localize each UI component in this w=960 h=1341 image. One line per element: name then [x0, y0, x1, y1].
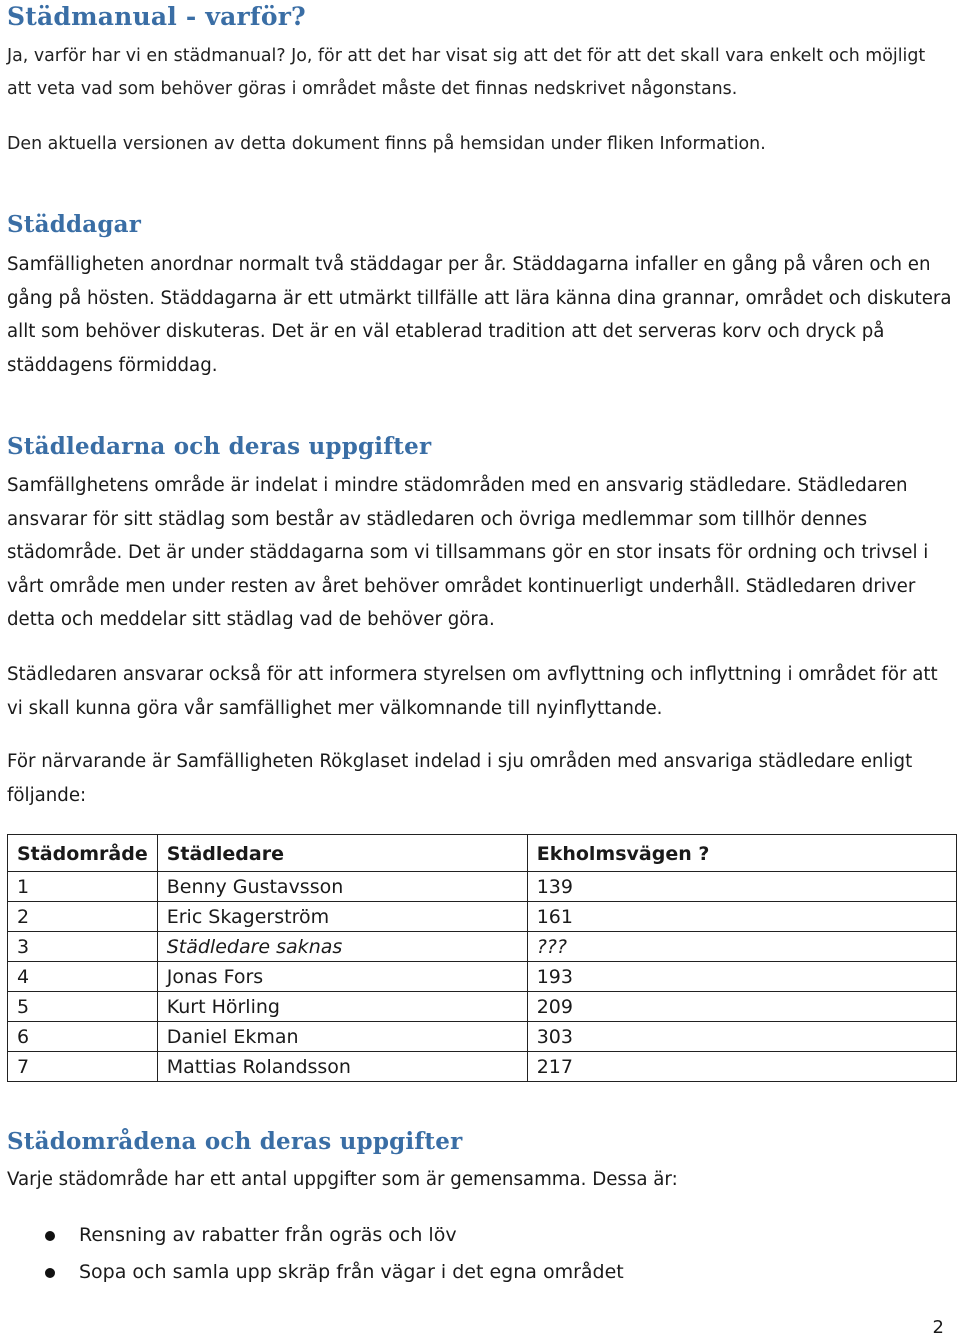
header-stadledare: Städledare — [157, 835, 527, 872]
area-address: ??? — [527, 932, 956, 962]
area-leader: Eric Skagerström — [157, 902, 527, 932]
list-item — [7, 1254, 624, 1291]
staddagar-paragraph: Samfälligheten anordnar normalt två städdagar per år. Städdagarna infaller en gång på våren och en gång på hösten. Städdagarna är ett utmärkt tillfälle att lära känna dina grannar, området och diskutera allt som behöver diskuteras. Det är en väl etablerad tradition att det serveras korv och dryck på städdagens förmiddag. — [7, 254, 952, 376]
area-address: 217 — [527, 1052, 956, 1082]
area-number: 1 — [8, 872, 158, 902]
area-leader: Städledare saknas — [157, 932, 527, 962]
area-address: 139 — [527, 872, 956, 902]
bullet-icon — [45, 1268, 55, 1278]
table-row — [8, 1052, 957, 1082]
heading-staddagar: Städdagar — [7, 211, 142, 238]
stadledarna-paragraph-1: Samfällghetens område är indelat i mindre städområden med en ansvarig städledare. Städledaren ansvarar för sitt städlag som består av städledaren och övriga medlemmar som tillhör dennes städområde. Det är under städdagarna som vi tillsammans gör en stor insats för ordning och trivsel i vårt område men under resten av året behöver området kontinuerligt underhåll. Städledaren driver detta och meddelar sitt städlag vad de behöver göra. — [7, 475, 929, 630]
list-item-text: Sopa och samla upp skräp från vägar i det egna området — [79, 1261, 624, 1283]
area-leader: Mattias Rolandsson — [157, 1052, 527, 1082]
task-list — [7, 1217, 624, 1291]
area-number: 5 — [8, 992, 158, 1022]
area-leader: Daniel Ekman — [157, 1022, 527, 1052]
header-stadomrade: Städområde — [8, 835, 158, 872]
area-number: 3 — [8, 932, 158, 962]
list-item — [7, 1217, 624, 1254]
page-title: Städmanual - varför? — [7, 2, 306, 31]
area-leader: Jonas Fors — [157, 962, 527, 992]
area-number: 6 — [8, 1022, 158, 1052]
area-address: 303 — [527, 1022, 956, 1052]
table-row — [8, 872, 957, 902]
table-row — [8, 1022, 957, 1052]
area-number: 2 — [8, 902, 158, 932]
table-row — [8, 962, 957, 992]
stadledarna-paragraph-2: Städledaren ansvarar också för att informera styrelsen om avflyttning och inflyttning i området för att vi skall kunna göra vår samfällighet mer välkomnande till nyinflyttande. — [7, 664, 938, 719]
stadomrade-table — [7, 834, 957, 1082]
area-address: 161 — [527, 902, 956, 932]
area-leader: Kurt Hörling — [157, 992, 527, 1022]
list-item-text: Rensning av rabatter från ogräs och löv — [79, 1224, 457, 1246]
header-ekholmsvagen: Ekholmsvägen ? — [527, 835, 956, 872]
intro-paragraph-2: Den aktuella versionen av detta dokument finns på hemsidan under fliken Information. — [7, 134, 766, 154]
area-number: 4 — [8, 962, 158, 992]
stadomradena-paragraph: Varje städområde har ett antal uppgifter som är gemensamma. Dessa är: — [7, 1169, 678, 1190]
table-row — [8, 902, 957, 932]
area-number: 7 — [8, 1052, 158, 1082]
table-row — [8, 992, 957, 1022]
area-address: 193 — [527, 962, 956, 992]
page-number: 2 — [932, 1317, 944, 1338]
area-leader: Benny Gustavsson — [157, 872, 527, 902]
table-row — [8, 932, 957, 962]
bullet-icon — [45, 1231, 55, 1241]
area-address: 209 — [527, 992, 956, 1022]
intro-paragraph-1: Ja, varför har vi en städmanual? Jo, för att det har visat sig att det för att det skall vara enkelt och möjligt att veta vad som behöver göras i området måste det finnas nedskrivet någonstans. — [7, 46, 926, 99]
stadledarna-paragraph-3: För närvarande är Samfälligheten Rökglaset indelad i sju områden med ansvariga städledare enligt följande: — [7, 751, 913, 806]
table-header-row — [8, 835, 957, 872]
heading-stadomradena: Städområdena och deras uppgifter — [7, 1128, 463, 1155]
heading-stadledarna: Städledarna och deras uppgifter — [7, 433, 432, 460]
